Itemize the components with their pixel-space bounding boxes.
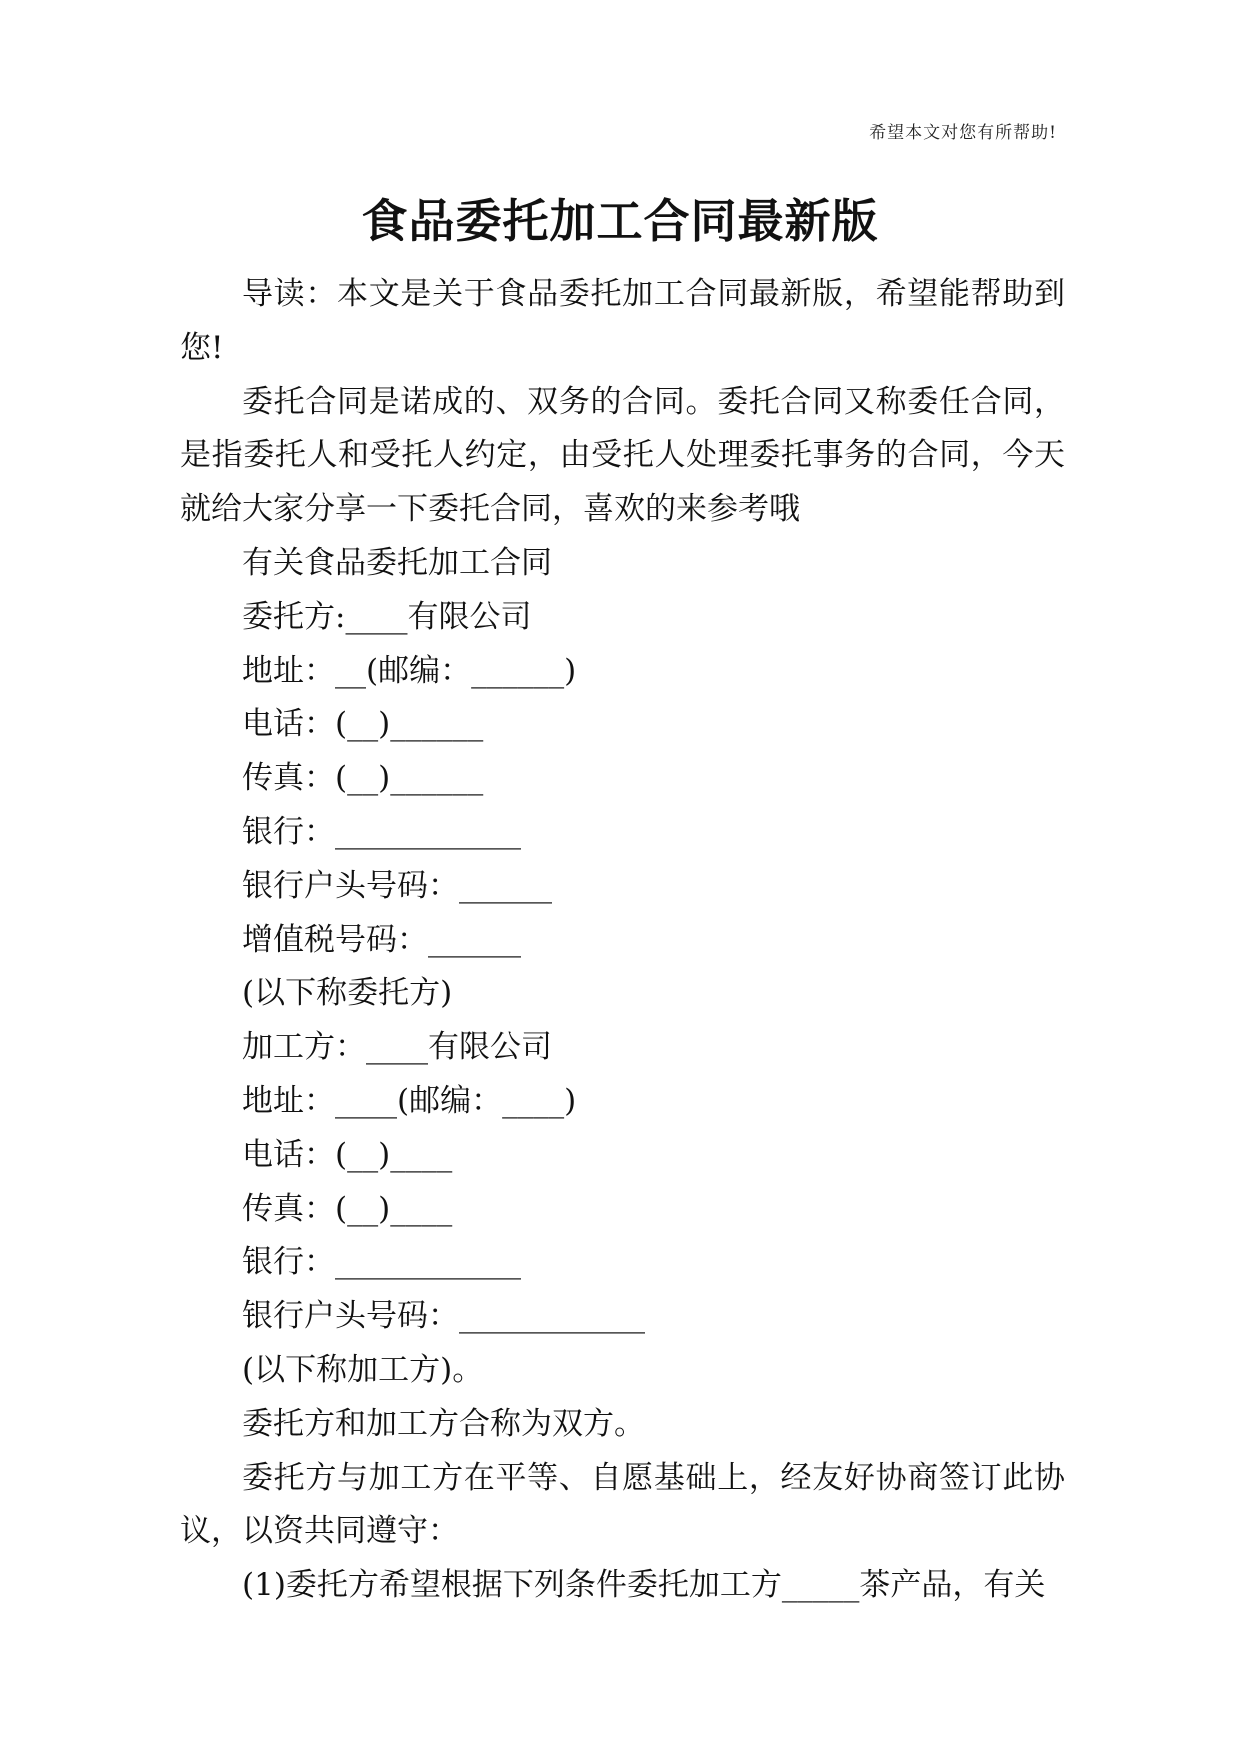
client-account-line: 银行户头号码：______	[242, 867, 552, 904]
document-body	[180, 268, 1065, 1613]
client-designation-line: (以下称委托方)	[242, 975, 453, 1012]
parties-line: 委托方和加工方合称为双方。	[242, 1405, 645, 1442]
definition-paragraph: 委托合同是诺成的、双务的合同。委托合同又称委任合同，是指委托人和受托人约定，由受托人处理委托事务的合同，今天就给大家分享一下委托合同，喜欢的来参考哦	[180, 383, 1065, 528]
document-title: 食品委托加工合同最新版	[361, 194, 879, 248]
client-fax-line: 传真：(__)______	[242, 760, 484, 797]
client-address-line: 地址：__(邮编：______)	[242, 652, 577, 689]
processor-phone-line: 电话：(__)____	[242, 1136, 453, 1173]
agreement-paragraph: 委托方与加工方在平等、自愿基础上，经友好协商签订此协议，以资共同遵守：	[180, 1459, 1065, 1550]
header-note: 希望本文对您有所帮助!	[869, 123, 1057, 143]
client-bank-line: 银行：____________	[242, 813, 521, 850]
processor-address-line: 地址：____(邮编：____)	[242, 1082, 577, 1119]
client-company-line: 委托方:____有限公司	[242, 598, 532, 635]
processor-company-line: 加工方：____有限公司	[242, 1029, 552, 1066]
processor-bank-line: 银行：____________	[242, 1244, 521, 1281]
processor-account-line: 银行户头号码：____________	[242, 1298, 645, 1335]
clause-1-paragraph: (1)委托方希望根据下列条件委托加工方_____茶产品，有关	[242, 1567, 1046, 1604]
intro-paragraph: 导读：本文是关于食品委托加工合同最新版，希望能帮助到您!	[180, 276, 1065, 366]
processor-fax-line: 传真：(__)____	[242, 1190, 453, 1227]
processor-designation-line: (以下称加工方)。	[242, 1351, 484, 1388]
client-phone-line: 电话：(__)______	[242, 706, 484, 743]
contract-heading: 有关食品委托加工合同	[242, 544, 552, 581]
client-vat-line: 增值税号码：______	[242, 921, 521, 958]
